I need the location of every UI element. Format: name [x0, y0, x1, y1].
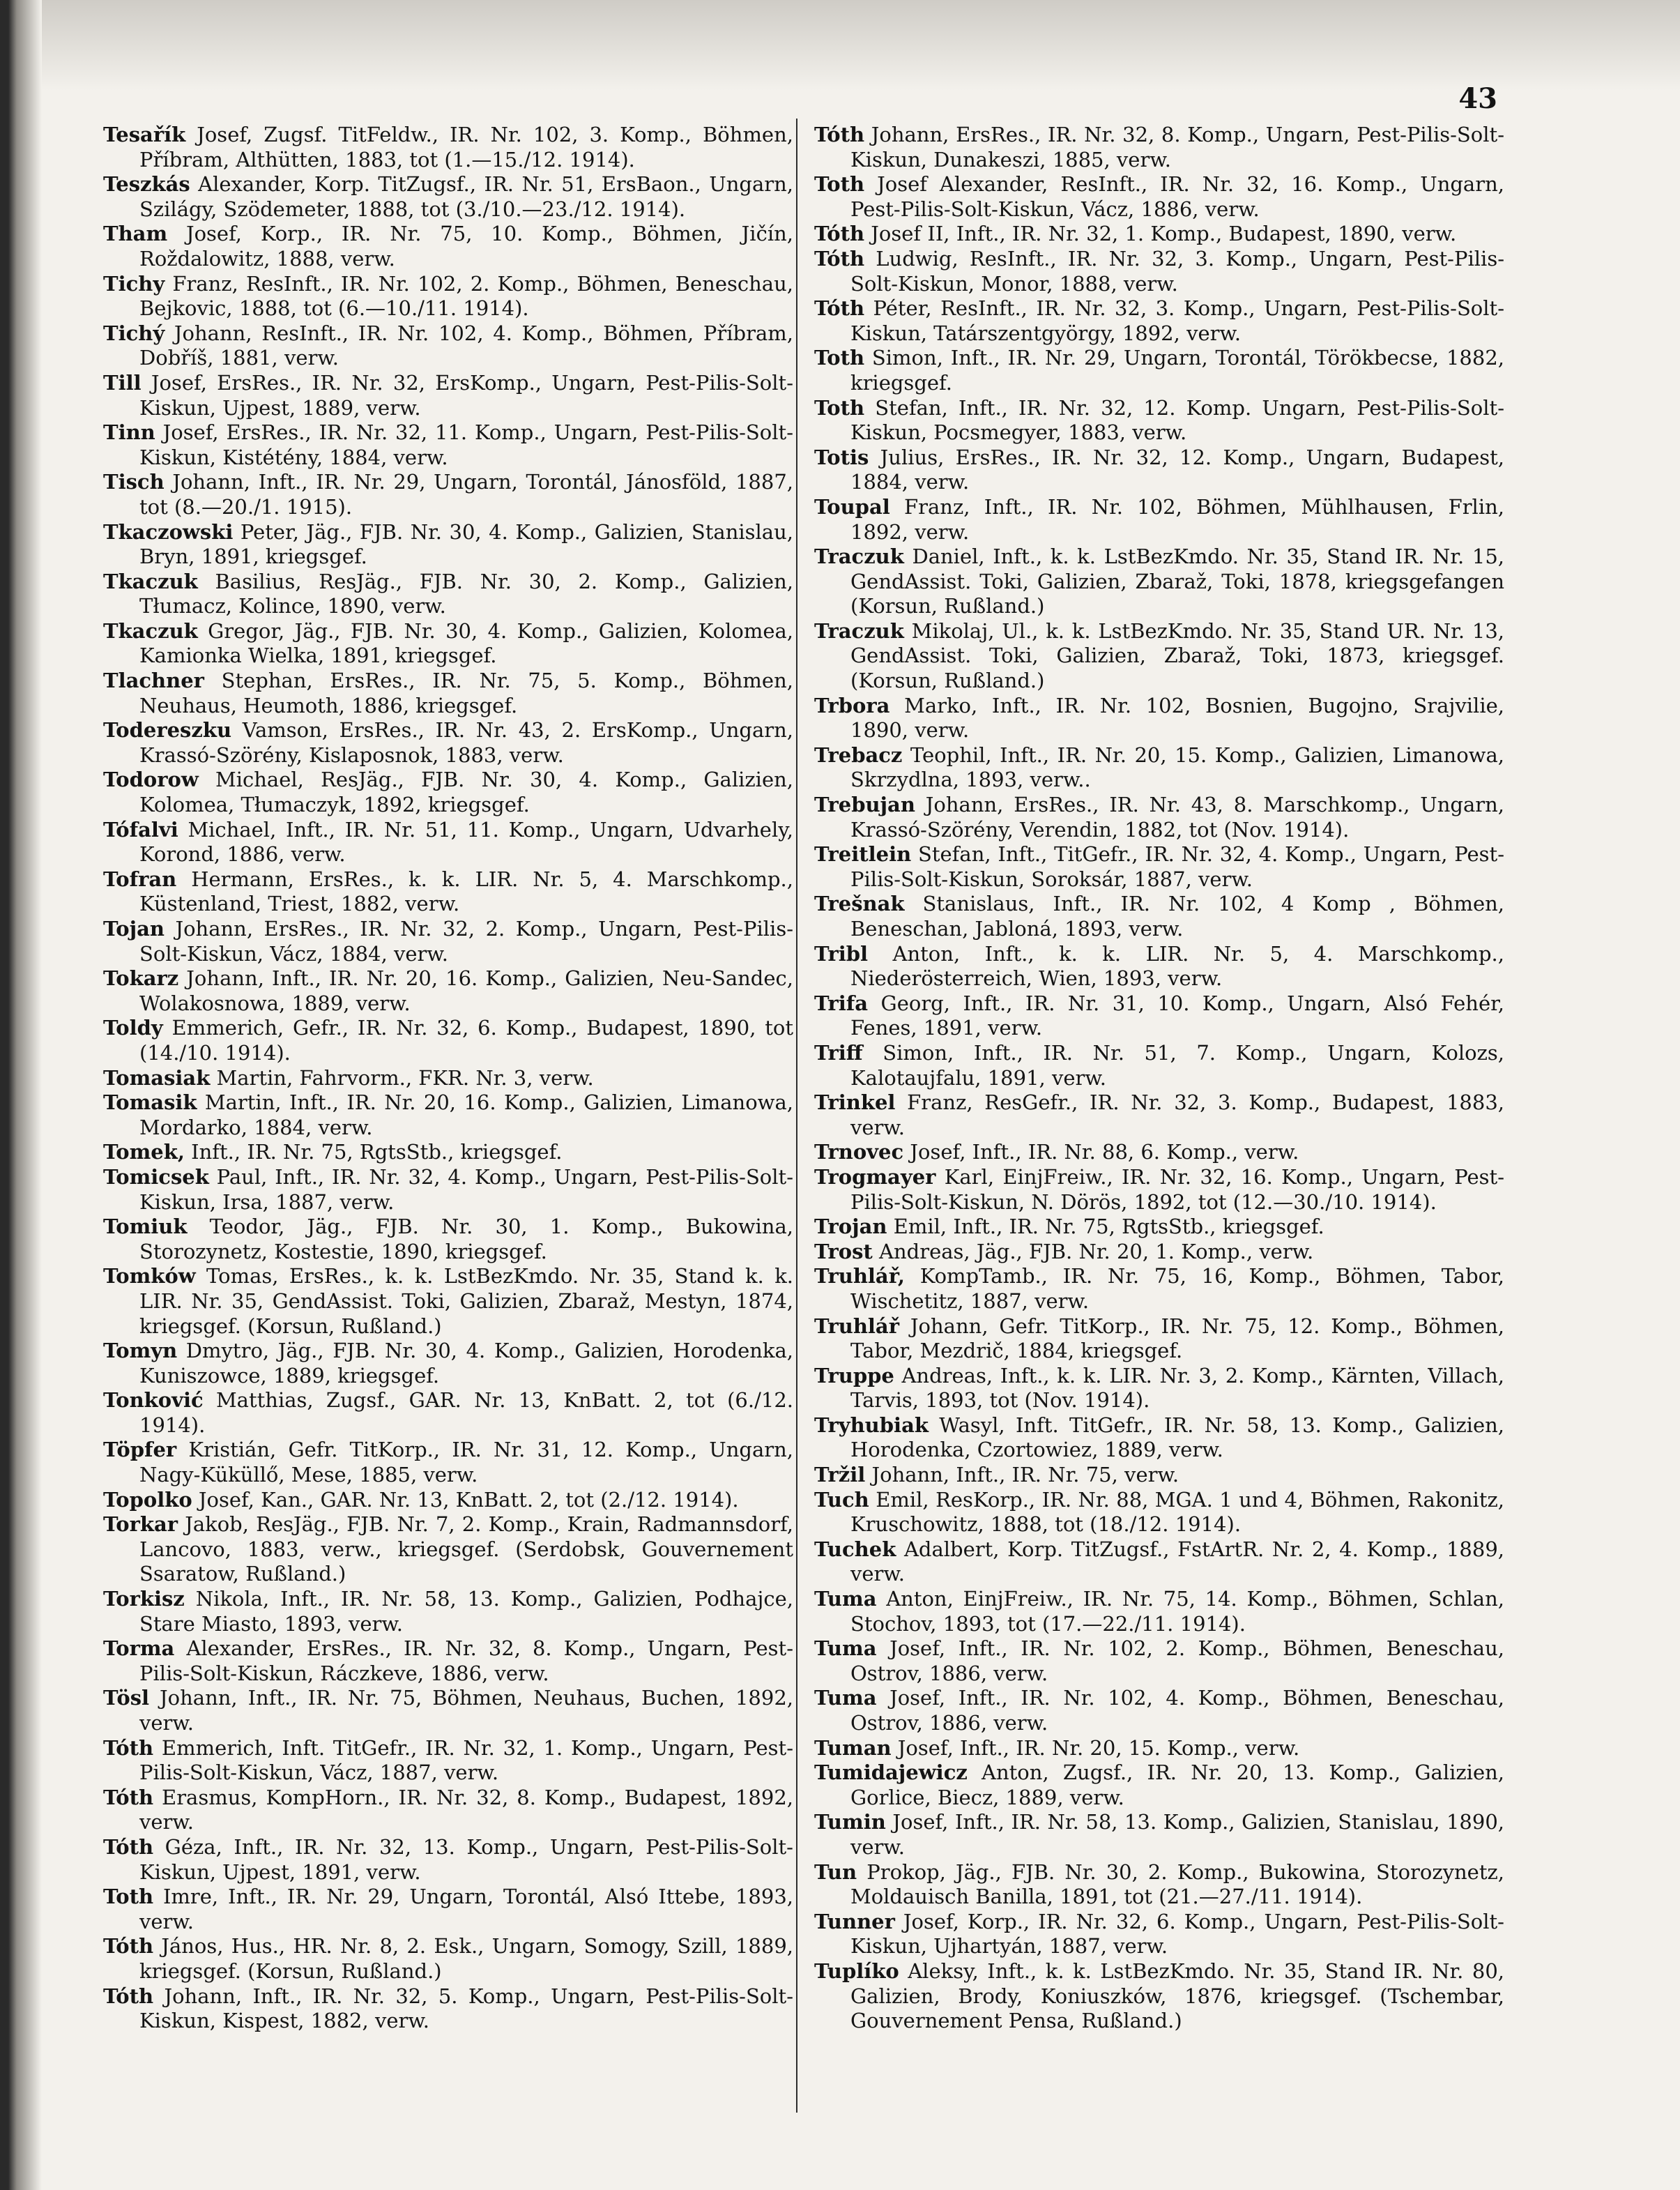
entry-details: Kristián, Gefr. TitKorp., IR. Nr. 31, 12. Komp., Ungarn, Nagy-Küküllő, Mese, 1885, verw.: [139, 1438, 793, 1487]
register-entry: [103, 1835, 793, 1885]
entry-details: Josef, Inft., IR. Nr. 102, 2. Komp., Böhmen, Beneschau, Ostrov, 1886, verw.: [850, 1636, 1504, 1685]
entry-surname: Tomasiak: [103, 1065, 211, 1090]
entry-surname: Tuman: [814, 1735, 892, 1760]
entry-surname: Tóth: [814, 123, 865, 146]
entry-details: Josef, Inft., IR. Nr. 88, 6. Komp., verw.: [903, 1140, 1299, 1164]
entry-details: Julius, ErsRes., IR. Nr. 32, 12. Komp., Ungarn, Budapest, 1884, verw.: [850, 445, 1504, 494]
entry-details: Josef, Inft., IR. Nr. 102, 4. Komp., Böhmen, Beneschau, Ostrov, 1886, verw.: [850, 1686, 1504, 1735]
register-entry: [814, 1587, 1504, 1636]
register-entry: [103, 669, 793, 718]
register-entry: [814, 1215, 1504, 1240]
entry-details: Teophil, Inft., IR. Nr. 20, 15. Komp., Galizien, Limanowa, Skrzydlna, 1893, verw..: [850, 743, 1504, 792]
scan-binding-edge: [0, 0, 42, 2190]
entry-surname: Trogmayer: [814, 1164, 936, 1189]
entry-surname: Toldy: [103, 1016, 163, 1040]
entry-details: Martin, Fahrvorm., FKR. Nr. 3, verw.: [210, 1065, 594, 1090]
entry-surname: Toth: [814, 346, 865, 370]
entry-surname: Tóth: [103, 1984, 154, 2008]
column-divider: [796, 119, 797, 2113]
entry-details: Josef, Zugsf. TitFeldw., IR. Nr. 102, 3. Komp., Böhmen, Příbram, Althütten, 1883, tot (1.—15./12. 1914).: [139, 123, 793, 172]
entry-details: Karl, EinjFreiw., IR. Nr. 32, 16. Komp., Ungarn, Pest-Pilis-Solt-Kiskun, N. Dörös, 1892, tot (12.—30./10. 1914).: [850, 1164, 1504, 1214]
register-entry: [103, 1339, 793, 1388]
register-entry: [814, 842, 1504, 892]
entry-surname: Tisch: [103, 470, 165, 494]
register-entry: [103, 619, 793, 669]
entry-details: Johann, Inft., IR. Nr. 75, Böhmen, Neuhaus, Buchen, 1892, verw.: [139, 1686, 793, 1735]
entry-details: Michael, ResJäg., FJB. Nr. 30, 4. Komp., Galizien, Kolomea, Tłumaczyk, 1892, kriegsgef.: [139, 768, 793, 817]
entry-surname: Trnovec: [814, 1140, 904, 1164]
entry-surname: Tuma: [814, 1686, 877, 1710]
entry-surname: Torma: [103, 1636, 175, 1661]
entry-details: Dmytro, Jäg., FJB. Nr. 30, 4. Komp., Galizien, Horodenka, Kuniszowce, 1889, kriegsgef.: [139, 1339, 793, 1387]
entry-details: Johann, Inft., IR. Nr. 32, 5. Komp., Ungarn, Pest-Pilis-Solt-Kiskun, Kispest, 1882, verw.: [139, 1984, 793, 2033]
register-entry: [103, 966, 793, 1016]
register-entry: [814, 1240, 1504, 1265]
register-entry: [814, 545, 1504, 619]
register-entry: [103, 1686, 793, 1735]
entry-surname: Tichý: [103, 321, 165, 345]
entry-details: Simon, Inft., IR. Nr. 29, Ungarn, Torontál, Törökbecse, 1882, kriegsgef.: [850, 346, 1504, 395]
register-entry: [103, 420, 793, 470]
entry-details: Franz, Inft., IR. Nr. 102, Böhmen, Mühlhausen, Frlin, 1892, verw.: [850, 494, 1504, 544]
register-entry: [103, 272, 793, 321]
entry-surname: Tkaczuk: [103, 569, 198, 593]
entry-surname: Tóth: [814, 246, 865, 271]
register-entry: [814, 793, 1504, 842]
entry-surname: Tham: [103, 222, 168, 246]
register-entry: [814, 1959, 1504, 2034]
entry-details: Josef, ErsRes., IR. Nr. 32, 11. Komp., Ungarn, Pest-Pilis-Solt-Kiskun, Kistétény, 1884, verw.: [139, 420, 793, 469]
entry-details: Josef, Kan., GAR. Nr. 13, KnBatt. 2, tot (2./12. 1914).: [192, 1487, 739, 1512]
register-entry: [814, 694, 1504, 743]
entry-details: Anton, Inft., k. k. LIR. Nr. 5, 4. Marschkomp., Niederösterreich, Wien, 1893, verw.: [850, 941, 1504, 991]
entry-surname: Trebacz: [814, 743, 903, 767]
entry-surname: Tkaczuk: [103, 618, 198, 643]
entry-surname: Tóth: [103, 1834, 154, 1859]
entry-details: Peter, Jäg., FJB. Nr. 30, 4. Komp., Galizien, Stanislau, Bryn, 1891, kriegsgef.: [139, 519, 793, 569]
entry-surname: Traczuk: [814, 545, 904, 569]
entry-details: Alexander, Korp. TitZugsf., IR. Nr. 51, ErsBaon., Ungarn, Szilágy, Szödemeter, 1888, tot (3./10.—23./12. 1914).: [139, 172, 793, 221]
register-entry: [103, 917, 793, 966]
register-entry: [814, 1165, 1504, 1215]
register-entry: [814, 1463, 1504, 1488]
entry-surname: Trojan: [814, 1215, 887, 1239]
entry-surname: Tuma: [814, 1636, 877, 1661]
register-entry: [814, 1686, 1504, 1735]
entry-surname: Truppe: [814, 1363, 894, 1387]
entry-surname: Trebujan: [814, 793, 915, 817]
register-entry: [814, 1364, 1504, 1413]
entry-details: Josef Alexander, ResInft., IR. Nr. 32, 16. Komp., Ungarn, Pest-Pilis-Solt-Kiskun, Vácz, 1886, verw.: [850, 172, 1504, 221]
entry-surname: Tomyn: [103, 1339, 178, 1363]
entry-surname: Truhlář: [814, 1314, 900, 1338]
entry-details: Mikolaj, Ul., k. k. LstBezKmdo. Nr. 35, Stand UR. Nr. 13, GendAssist. Toki, Galizien, Zbaraž, Toki, 1873, kriegsgef. (Korsun, Rußland.): [850, 618, 1504, 693]
entry-details: Johann, Gefr. TitKorp., IR. Nr. 75, 12. Komp., Böhmen, Tabor, Mezdrič, 1884, kriegsgef.: [850, 1314, 1504, 1363]
register-entry: [103, 1066, 793, 1091]
entry-surname: Trbora: [814, 693, 890, 717]
entry-details: Alexander, ErsRes., IR. Nr. 32, 8. Komp., Ungarn, Pest-Pilis-Solt-Kiskun, Ráczkeve, 1886, verw.: [139, 1636, 793, 1685]
entry-details: Vamson, ErsRes., IR. Nr. 43, 2. ErsKomp., Ungarn, Krassó-Szörény, Kislaposnok, 1883, verw.: [139, 718, 793, 767]
entry-details: KompTamb., IR. Nr. 75, 16, Komp., Böhmen, Tabor, Wischetitz, 1887, verw.: [850, 1264, 1504, 1313]
entry-surname: Tuma: [814, 1587, 877, 1611]
entry-details: Stefan, Inft., IR. Nr. 32, 12. Komp. Ungarn, Pest-Pilis-Solt-Kiskun, Pocsmegyer, 1883, verw.: [850, 395, 1504, 445]
entry-details: Péter, ResInft., IR. Nr. 32, 3. Komp., Ungarn, Pest-Pilis-Solt-Kiskun, Tatárszentgyörgy, 1892, verw.: [850, 296, 1504, 345]
entry-details: Emmerich, Inft. TitGefr., IR. Nr. 32, 1. Komp., Ungarn, Pest-Pilis-Solt-Kiskun, Vácz, 1887, verw.: [139, 1735, 793, 1785]
entry-surname: Tóth: [103, 1934, 154, 1959]
entry-details: Stefan, Inft., TitGefr., IR. Nr. 32, 4. Komp., Ungarn, Pest-Pilis-Solt-Kiskun, Soroksár, 1887, verw.: [850, 842, 1504, 891]
entry-surname: Tuplíko: [814, 1959, 899, 1983]
entry-details: Johann, ErsRes., IR. Nr. 32, 8. Komp., Ungarn, Pest-Pilis-Solt-Kiskun, Dunakeszi, 1885, verw.: [850, 123, 1504, 172]
entry-surname: Toth: [814, 395, 865, 420]
register-entry: [814, 1413, 1504, 1463]
entry-surname: Tun: [814, 1860, 857, 1884]
entry-surname: Tumin: [814, 1810, 886, 1834]
entry-details: Marko, Inft., IR. Nr. 102, Bosnien, Bugojno, Srajvilie, 1890, verw.: [850, 693, 1504, 743]
entry-details: Josef II, Inft., IR. Nr. 32, 1. Komp., Budapest, 1890, verw.: [864, 222, 1457, 246]
register-entry: [103, 1016, 793, 1065]
scan-shadow-top: [0, 0, 1680, 91]
left-column: [103, 123, 793, 2034]
register-entry: [814, 743, 1504, 793]
entry-details: Daniel, Inft., k. k. LstBezKmdo. Nr. 35, Stand IR. Nr. 15, GendAssist. Toki, Galizien, Zbaraž, Toki, 1878, kriegsgefangen (Korsun, Rußland.): [850, 545, 1504, 618]
register-entry: [103, 1165, 793, 1215]
entry-surname: Tösl: [103, 1686, 150, 1710]
register-entry: [814, 1636, 1504, 1686]
entry-details: Emmerich, Gefr., IR. Nr. 32, 6. Komp., Budapest, 1890, tot (14./10. 1914).: [139, 1016, 793, 1065]
register-entry: [103, 1934, 793, 1984]
register-entry: [103, 1090, 793, 1140]
register-entry: [103, 570, 793, 619]
entry-details: Gregor, Jäg., FJB. Nr. 30, 4. Komp., Galizien, Kolomea, Kamionka Wielka, 1891, kriegsgef.: [139, 618, 793, 668]
entry-details: Emil, Inft., IR. Nr. 75, RgtsStb., kriegsgef.: [887, 1215, 1324, 1239]
entry-details: Johann, Inft., IR. Nr. 75, verw.: [865, 1463, 1179, 1487]
entry-details: Matthias, Zugsf., GAR. Nr. 13, KnBatt. 2, tot (6./12. 1914).: [139, 1388, 793, 1437]
entry-surname: Toth: [814, 172, 865, 197]
register-entry: [814, 1264, 1504, 1314]
entry-surname: Tóth: [814, 222, 865, 246]
register-entry: [814, 346, 1504, 395]
entry-details: Imre, Inft., IR. Nr. 29, Ungarn, Torontál, Alsó Ittebe, 1893, verw.: [139, 1885, 793, 1933]
register-entry: [103, 222, 793, 271]
entry-details: Hermann, ErsRes., k. k. LIR. Nr. 5, 4. Marschkomp., Küstenland, Triest, 1882, verw.: [139, 867, 793, 916]
entry-details: Emil, ResKorp., IR. Nr. 88, MGA. 1 und 4, Böhmen, Rakonitz, Kruschowitz, 1888, tot (18./12. 1914).: [850, 1487, 1504, 1537]
register-entry: [814, 1736, 1504, 1761]
entry-surname: Trost: [814, 1239, 873, 1263]
entry-surname: Tóth: [103, 1735, 154, 1760]
entry-surname: Tribl: [814, 941, 869, 966]
entry-surname: Traczuk: [814, 618, 904, 643]
entry-details: Andreas, Jäg., FJB. Nr. 20, 1. Komp., verw.: [872, 1239, 1314, 1263]
register-entry: [103, 470, 793, 519]
entry-surname: Treitlein: [814, 842, 912, 867]
entry-surname: Tomków: [103, 1264, 196, 1288]
register-entry: [103, 867, 793, 917]
register-entry: [103, 1264, 793, 1339]
entry-surname: Tomiuk: [103, 1215, 188, 1239]
register-entry: [103, 1984, 793, 2034]
entry-surname: Tofran: [103, 867, 177, 891]
entry-surname: Tomasik: [103, 1090, 197, 1115]
register-entry: [814, 495, 1504, 545]
entry-surname: Tófalvi: [103, 817, 178, 842]
register-entry: [103, 1786, 793, 1835]
register-entry: [103, 718, 793, 768]
entry-surname: Töpfer: [103, 1438, 177, 1462]
entry-details: Stephan, ErsRes., IR. Nr. 75, 5. Komp., Böhmen, Neuhaus, Heumoth, 1886, kriegsgef.: [139, 669, 793, 717]
entry-surname: Tesařík: [103, 123, 186, 146]
register-entry: [814, 396, 1504, 446]
entry-details: Johann, ResInft., IR. Nr. 102, 4. Komp., Böhmen, Příbram, Dobříš, 1881, verw.: [139, 321, 793, 370]
entry-details: Andreas, Inft., k. k. LIR. Nr. 3, 2. Komp., Kärnten, Villach, Tarvis, 1893, tot (Nov. 1914).: [850, 1363, 1504, 1413]
register-entry: [103, 172, 793, 222]
register-entry: [814, 446, 1504, 495]
entry-surname: Tlachner: [103, 669, 204, 693]
entry-details: Martin, Inft., IR. Nr. 20, 16. Komp., Galizien, Limanowa, Mordarko, 1884, verw.: [139, 1090, 793, 1139]
entry-surname: Tkaczowski: [103, 519, 234, 544]
entry-details: Simon, Inft., IR. Nr. 51, 7. Komp., Ungarn, Kolozs, Kalotaujfalu, 1891, verw.: [850, 1040, 1504, 1090]
entry-details: Géza, Inft., IR. Nr. 32, 13. Komp., Ungarn, Pest-Pilis-Solt-Kiskun, Ujpest, 1891, verw.: [139, 1834, 793, 1884]
entry-surname: Tržil: [814, 1463, 866, 1487]
register-entry: [814, 1140, 1504, 1165]
entry-surname: Tojan: [103, 917, 165, 941]
entry-surname: Triff: [814, 1040, 863, 1065]
entry-surname: Toupal: [814, 494, 890, 519]
right-column: [814, 123, 1504, 2034]
register-entry: [103, 1388, 793, 1438]
entry-details: Georg, Inft., IR. Nr. 31, 10. Komp., Ungarn, Alsó Fehér, Fenes, 1891, verw.: [850, 991, 1504, 1040]
register-entry: [814, 1537, 1504, 1587]
register-entry: [814, 1314, 1504, 1364]
register-entry: [103, 520, 793, 570]
entry-details: Josef, Korp., IR. Nr. 32, 6. Komp., Ungarn, Pest-Pilis-Solt-Kiskun, Ujhartyán, 1887, verw.: [850, 1909, 1504, 1959]
entry-surname: Tuchek: [814, 1537, 896, 1561]
register-entry: [814, 1488, 1504, 1537]
register-entry: [814, 619, 1504, 694]
register-entry: [814, 222, 1504, 247]
register-entry: [814, 1090, 1504, 1140]
entry-details: Josef, Inft., IR. Nr. 58, 13. Komp., Galizien, Stanislau, 1890, verw.: [850, 1810, 1504, 1859]
entry-surname: Teszkás: [103, 172, 190, 197]
entry-details: Johann, ErsRes., IR. Nr. 43, 8. Marschkomp., Ungarn, Krassó-Szörény, Verendin, 1882, tot (Nov. 1914).: [850, 793, 1504, 842]
entry-surname: Todereszku: [103, 718, 232, 743]
register-entry: [103, 123, 793, 172]
entry-details: Johann, Inft., IR. Nr. 20, 16. Komp., Galizien, Neu-Sandec, Wolakosnowa, 1889, verw.: [139, 966, 793, 1015]
entry-details: Michael, Inft., IR. Nr. 51, 11. Komp., Ungarn, Udvarhely, Korond, 1886, verw.: [139, 817, 793, 867]
entry-details: Tomas, ErsRes., k. k. LstBezKmdo. Nr. 35, Stand k. k. LIR. Nr. 35, GendAssist. Toki, Galizien, Zbaraž, Mestyn, 1874, kriegsgef. (Korsun, Rußland.): [139, 1264, 793, 1338]
entry-details: Franz, ResInft., IR. Nr. 102, 2. Komp., Böhmen, Beneschau, Bejkovic, 1888, tot (6.—10./11. 1914).: [139, 271, 793, 321]
entry-details: Adalbert, Korp. TitZugsf., FstArtR. Nr. 2, 4. Komp., 1889, verw.: [850, 1537, 1504, 1586]
entry-details: Ludwig, ResInft., IR. Nr. 32, 3. Komp., Ungarn, Pest-Pilis-Solt-Kiskun, Monor, 1888, verw.: [850, 246, 1504, 296]
entry-details: Nikola, Inft., IR. Nr. 58, 13. Komp., Galizien, Podhajce, Stare Miasto, 1893, verw.: [139, 1587, 793, 1636]
register-entry: [103, 1512, 793, 1587]
entry-details: Anton, Zugsf., IR. Nr. 20, 13. Komp., Galizien, Gorlice, Biecz, 1889, verw.: [850, 1761, 1504, 1809]
register-entry: [103, 1488, 793, 1513]
register-entry: [814, 247, 1504, 296]
entry-surname: Tomek,: [103, 1140, 185, 1164]
entry-details: Johann, Inft., IR. Nr. 29, Ungarn, Torontál, Jánosföld, 1887, tot (8.—20./1. 1915).: [139, 470, 793, 519]
entry-surname: Torkisz: [103, 1587, 185, 1611]
entry-surname: Till: [103, 370, 142, 395]
register-entry: [814, 1810, 1504, 1860]
register-entry: [814, 892, 1504, 941]
entry-surname: Tichy: [103, 271, 165, 296]
entry-details: Wasyl, Inft. TitGefr., IR. Nr. 58, 13. Komp., Galizien, Horodenka, Czortowiez, 1889, verw.: [850, 1413, 1504, 1462]
register-entry: [814, 1761, 1504, 1810]
entry-surname: Totis: [814, 445, 869, 469]
register-entry: [103, 1736, 793, 1786]
register-entry: [103, 1636, 793, 1686]
entry-surname: Tunner: [814, 1909, 895, 1933]
page-number: 43: [1458, 82, 1497, 115]
register-entry: [103, 768, 793, 817]
entry-details: Johann, ErsRes., IR. Nr. 32, 2. Komp., Ungarn, Pest-Pilis-Solt-Kiskun, Vácz, 1884, verw.: [139, 917, 793, 966]
entry-surname: Tuch: [814, 1487, 869, 1512]
entry-details: Josef, Korp., IR. Nr. 75, 10. Komp., Böhmen, Jičín, Roždalowitz, 1888, verw.: [139, 222, 793, 271]
entry-details: Josef, ErsRes., IR. Nr. 32, ErsKomp., Ungarn, Pest-Pilis-Solt-Kiskun, Ujpest, 1889, verw.: [139, 370, 793, 420]
entry-surname: Tóth: [814, 296, 865, 321]
register-entry: [103, 1215, 793, 1264]
entry-surname: Trifa: [814, 991, 869, 1015]
entry-surname: Tonković: [103, 1388, 204, 1413]
entry-surname: Tryhubiak: [814, 1413, 929, 1437]
register-entry: [814, 296, 1504, 346]
register-entry: [103, 1885, 793, 1934]
register-entry: [103, 1587, 793, 1636]
entry-surname: Tóth: [103, 1785, 154, 1809]
entry-surname: Tokarz: [103, 966, 179, 991]
register-entry: [103, 371, 793, 420]
register-entry: [103, 321, 793, 371]
entry-surname: Toth: [103, 1885, 154, 1909]
entry-surname: Tomicsek: [103, 1164, 209, 1189]
entry-details: Jakob, ResJäg., FJB. Nr. 7, 2. Komp., Krain, Radmannsdorf, Lancovo, 1883, verw., kriegsgef. (Serdobsk, Gouvernement Ssaratow, Rußland.): [139, 1512, 793, 1586]
register-entry: [103, 1438, 793, 1487]
entry-details: Teodor, Jäg., FJB. Nr. 30, 1. Komp., Bukowina, Storozynetz, Kostestie, 1890, kriegsgef.: [139, 1215, 793, 1263]
register-entry: [814, 1910, 1504, 1959]
entry-details: Paul, Inft., IR. Nr. 32, 4. Komp., Ungarn, Pest-Pilis-Solt-Kiskun, Irsa, 1887, verw.: [139, 1164, 793, 1214]
entry-details: Erasmus, KompHorn., IR. Nr. 32, 8. Komp., Budapest, 1892, verw.: [139, 1785, 793, 1834]
register-entry: [814, 1860, 1504, 1910]
entry-surname: Torkar: [103, 1512, 178, 1537]
entry-details: Aleksy, Inft., k. k. LstBezKmdo. Nr. 35, Stand IR. Nr. 80, Galizien, Brody, Koniuszków, 1876, kriegsgef. (Tschembar, Gouvernement Pensa, Rußland.): [850, 1959, 1504, 2033]
entry-details: Inft., IR. Nr. 75, RgtsStb., kriegsgef.: [184, 1140, 563, 1164]
entry-details: Basilius, ResJäg., FJB. Nr. 30, 2. Komp., Galizien, Tłumacz, Kolince, 1890, verw.: [139, 569, 793, 618]
entry-details: János, Hus., HR. Nr. 8, 2. Esk., Ungarn, Somogy, Szill, 1889, kriegsgef. (Korsun, Rußland.): [139, 1934, 793, 1983]
entry-surname: Tinn: [103, 420, 155, 445]
entry-details: Josef, Inft., IR. Nr. 20, 15. Komp., verw.: [891, 1735, 1300, 1760]
register-entry: [103, 1140, 793, 1165]
entry-surname: Todorow: [103, 768, 199, 792]
entry-surname: Trešnak: [814, 892, 905, 916]
entry-details: Anton, EinjFreiw., IR. Nr. 75, 14. Komp., Böhmen, Schlan, Stochov, 1893, tot (17.—22./11. 1914).: [850, 1587, 1504, 1636]
entry-surname: Tumidajewicz: [814, 1761, 968, 1785]
entry-details: Stanislaus, Inft., IR. Nr. 102, 4 Komp , Böhmen, Beneschan, Jabloná, 1893, verw.: [850, 892, 1504, 941]
entry-details: Prokop, Jäg., FJB. Nr. 30, 2. Komp., Bukowina, Storozynetz, Moldauisch Banilla, 1891, tot (21.—27./11. 1914).: [850, 1860, 1504, 1909]
entry-details: Franz, ResGefr., IR. Nr. 32, 3. Komp., Budapest, 1883, verw.: [850, 1090, 1504, 1139]
entry-surname: Truhlář,: [814, 1264, 905, 1288]
entry-surname: Topolko: [103, 1487, 192, 1512]
register-entry: [103, 818, 793, 867]
register-entry: [814, 1041, 1504, 1090]
register-entry: [814, 123, 1504, 172]
entry-surname: Trinkel: [814, 1090, 896, 1115]
register-entry: [814, 942, 1504, 991]
register-entry: [814, 172, 1504, 222]
register-entry: [814, 991, 1504, 1041]
